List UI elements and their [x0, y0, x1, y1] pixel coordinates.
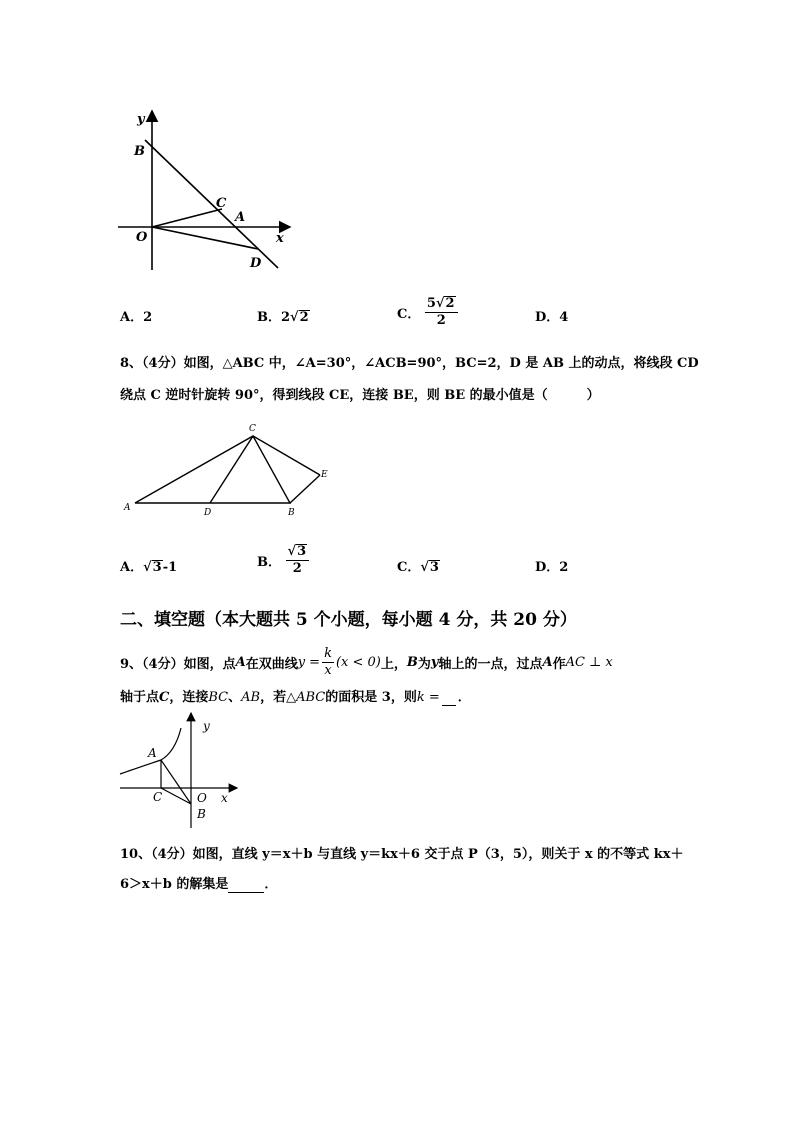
q8-option-d-value: 2 — [559, 560, 569, 575]
q9-var-b: B — [406, 655, 418, 670]
q9-label-y: y — [203, 719, 210, 733]
q8-option-a-prefix: A． — [120, 560, 144, 575]
sqrt-icon: √ — [435, 296, 445, 311]
q9-label-x: x — [221, 791, 228, 805]
q8-option-d-prefix: D． — [535, 560, 560, 575]
q7-label-d: D — [250, 256, 262, 271]
sqrt-icon: √ — [420, 560, 429, 575]
q9-stem-line1 — [120, 646, 613, 679]
q9-figure — [115, 708, 245, 833]
q9-text-line2-p2: ，连接 — [169, 690, 209, 705]
q8-label-d: D — [204, 508, 212, 518]
q9-ac-perp-x: AC ⊥ x — [565, 655, 613, 670]
q8-option-c-prefix: C． — [397, 560, 421, 575]
q9-answer-blank[interactable] — [442, 690, 456, 706]
q9-text-p1: 9、（4分）如图，点 — [120, 657, 236, 672]
section-heading-fill-in: 二、填空题（本大题共 5 个小题，每小题 4 分，共 20 分） — [120, 610, 577, 630]
q7-option-b[interactable] — [257, 306, 310, 325]
q7-line-bd — [145, 140, 278, 268]
q10-text-a: 6＞x＋b 的解集是 — [120, 877, 229, 892]
q7-option-a[interactable] — [120, 306, 152, 325]
q7-option-b-coef: 2 — [281, 310, 291, 325]
q9-text-line2-p4: 的面积是 3，则 — [325, 690, 417, 705]
q9-condition: (x < 0) — [335, 655, 381, 670]
q9-triangle-abc: △ABC — [286, 690, 326, 705]
q9-label-a: A — [148, 746, 157, 760]
q7-option-c-numerator — [425, 296, 458, 313]
q8-stem-line2: 绕点 C 逆时针旋转 90°，得到线段 CE，连接 BE，则 BE 的最小值是（ ） — [120, 388, 600, 403]
q9-label-o: O — [197, 791, 207, 805]
q8-option-b[interactable] — [257, 544, 309, 577]
q9-segment-ab — [161, 760, 191, 804]
q7-option-d[interactable] — [535, 306, 568, 325]
q7-option-c-denominator: 2 — [436, 313, 446, 328]
q10-answer-blank[interactable] — [228, 877, 264, 893]
q9-fraction-k-over-x — [322, 646, 334, 679]
q7-option-a-value: 2 — [143, 310, 153, 325]
q9-eq-y: y = — [297, 655, 321, 670]
q8-option-b-numerator — [286, 544, 310, 561]
q8-option-a-radicand: 3 — [152, 560, 162, 575]
q7-label-x: x — [276, 231, 284, 246]
q8-option-c-radicand: 3 — [429, 560, 439, 575]
q7-option-b-radicand: 2 — [299, 310, 309, 325]
sqrt-icon: √ — [287, 544, 297, 559]
q8-option-a[interactable] — [120, 556, 177, 575]
q9-label-c: C — [153, 790, 163, 804]
q7-option-c-num-radicand: 2 — [445, 296, 455, 311]
q9-text-p5: 轴上的一点，过点 — [438, 657, 543, 672]
q9-seg-bc: BC — [208, 690, 229, 705]
sqrt-icon: √ — [143, 560, 152, 575]
q7-line-od — [152, 227, 258, 249]
q9-k-eq: k = — [416, 690, 440, 705]
q10-stem-line1: 10、（4分）如图，直线 y＝x＋b 与直线 y＝kx＋6 交于点 P（3，5），则关于 x 的不等式 kx＋ — [120, 847, 684, 862]
q8-label-c: C — [249, 424, 256, 434]
q8-segment-cd — [210, 436, 253, 503]
q9-stem-line2 — [120, 686, 471, 706]
q9-var-a: A — [235, 655, 246, 670]
q7-line-oc — [152, 209, 222, 227]
q7-label-a: A — [235, 210, 246, 225]
q9-text-line2-p1: 轴于点 — [120, 690, 160, 705]
q8-triangle-abc — [135, 436, 290, 503]
q7-option-b-prefix: B． — [257, 310, 281, 325]
q9-text-p4: 为 — [417, 657, 431, 672]
q9-var-y: y — [430, 655, 439, 670]
q9-frac-num: k — [324, 646, 332, 661]
q10-text-b: ． — [264, 877, 278, 892]
q8-option-b-denominator: 2 — [292, 561, 302, 576]
q9-var-a2: A — [542, 655, 553, 670]
sqrt-icon: √ — [290, 310, 299, 325]
q8-label-b: B — [288, 508, 295, 518]
q8-option-b-fraction — [286, 544, 310, 577]
q7-option-c-prefix: C． — [397, 307, 421, 322]
q7-option-d-value: 4 — [559, 310, 569, 325]
q8-figure — [118, 418, 338, 523]
q9-label-b: B — [197, 807, 206, 821]
q9-frac-den: x — [324, 663, 332, 678]
q7-option-a-prefix: A． — [120, 310, 144, 325]
q7-label-y: y — [137, 112, 145, 127]
q10-stem-line2 — [120, 873, 277, 893]
q7-option-c-num-coef: 5 — [426, 296, 436, 311]
q8-option-b-prefix: B． — [257, 555, 281, 570]
q8-option-d[interactable] — [535, 556, 568, 575]
q9-seg-ab: AB — [241, 690, 261, 705]
q8-option-b-num-radicand: 3 — [297, 544, 307, 559]
q8-segment-be — [290, 475, 320, 503]
q8-label-a: A — [124, 503, 131, 513]
q9-end: ． — [457, 690, 471, 705]
q7-option-d-prefix: D． — [535, 310, 560, 325]
q9-text-p6: 作 — [552, 657, 566, 672]
q8-label-e: E — [321, 470, 328, 480]
q9-text-line2-p3: ，若 — [260, 690, 287, 705]
q9-sep: 、 — [228, 690, 242, 705]
q8-option-c[interactable] — [397, 556, 440, 575]
q7-label-o: O — [136, 230, 148, 245]
q7-figure — [110, 105, 310, 280]
q8-option-a-suffix: -1 — [162, 560, 178, 575]
q8-stem-line1: 8、（4分）如图，△ABC 中，∠A=30°，∠ACB=90°，BC=2，D 是 AB 上的动点，将线段 CD — [120, 356, 699, 371]
q9-text-p3: 上， — [380, 657, 407, 672]
q7-label-b: B — [134, 144, 145, 159]
q9-text-p2: 在双曲线 — [245, 657, 298, 672]
q7-option-c-fraction — [425, 296, 458, 329]
q7-label-c: C — [216, 196, 227, 211]
q9-var-c: C — [159, 690, 170, 705]
q9-segment-cb — [161, 788, 191, 804]
q7-option-c[interactable] — [397, 296, 458, 329]
